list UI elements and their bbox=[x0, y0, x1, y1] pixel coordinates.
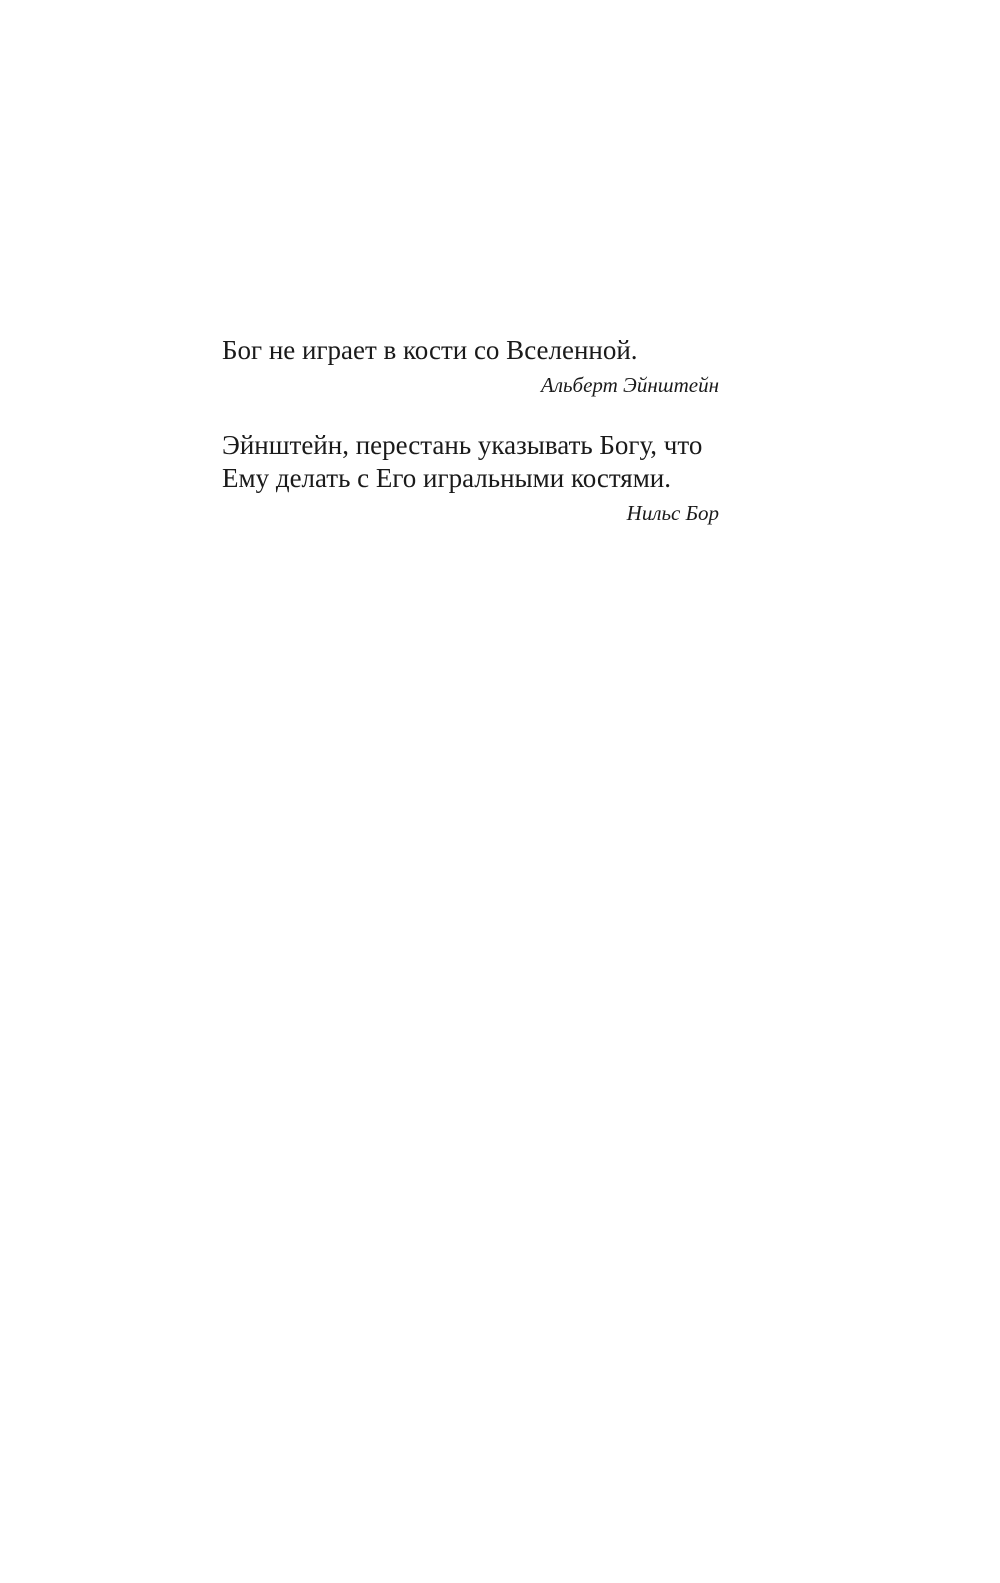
quote-line: Бог не играет в кости со Вселенной. bbox=[222, 335, 638, 365]
epigraph-einstein bbox=[222, 334, 719, 400]
epigraph-bohr bbox=[222, 429, 719, 528]
epigraph-block bbox=[222, 334, 719, 528]
quote-line: Эйнштейн, перестань указывать Богу, что bbox=[222, 430, 703, 460]
quote-line: Ему делать с Его игральными костями. bbox=[222, 463, 672, 493]
quote-author: Альберт Эйнштейн bbox=[541, 373, 719, 397]
quote-author: Нильс Бор bbox=[626, 501, 719, 525]
